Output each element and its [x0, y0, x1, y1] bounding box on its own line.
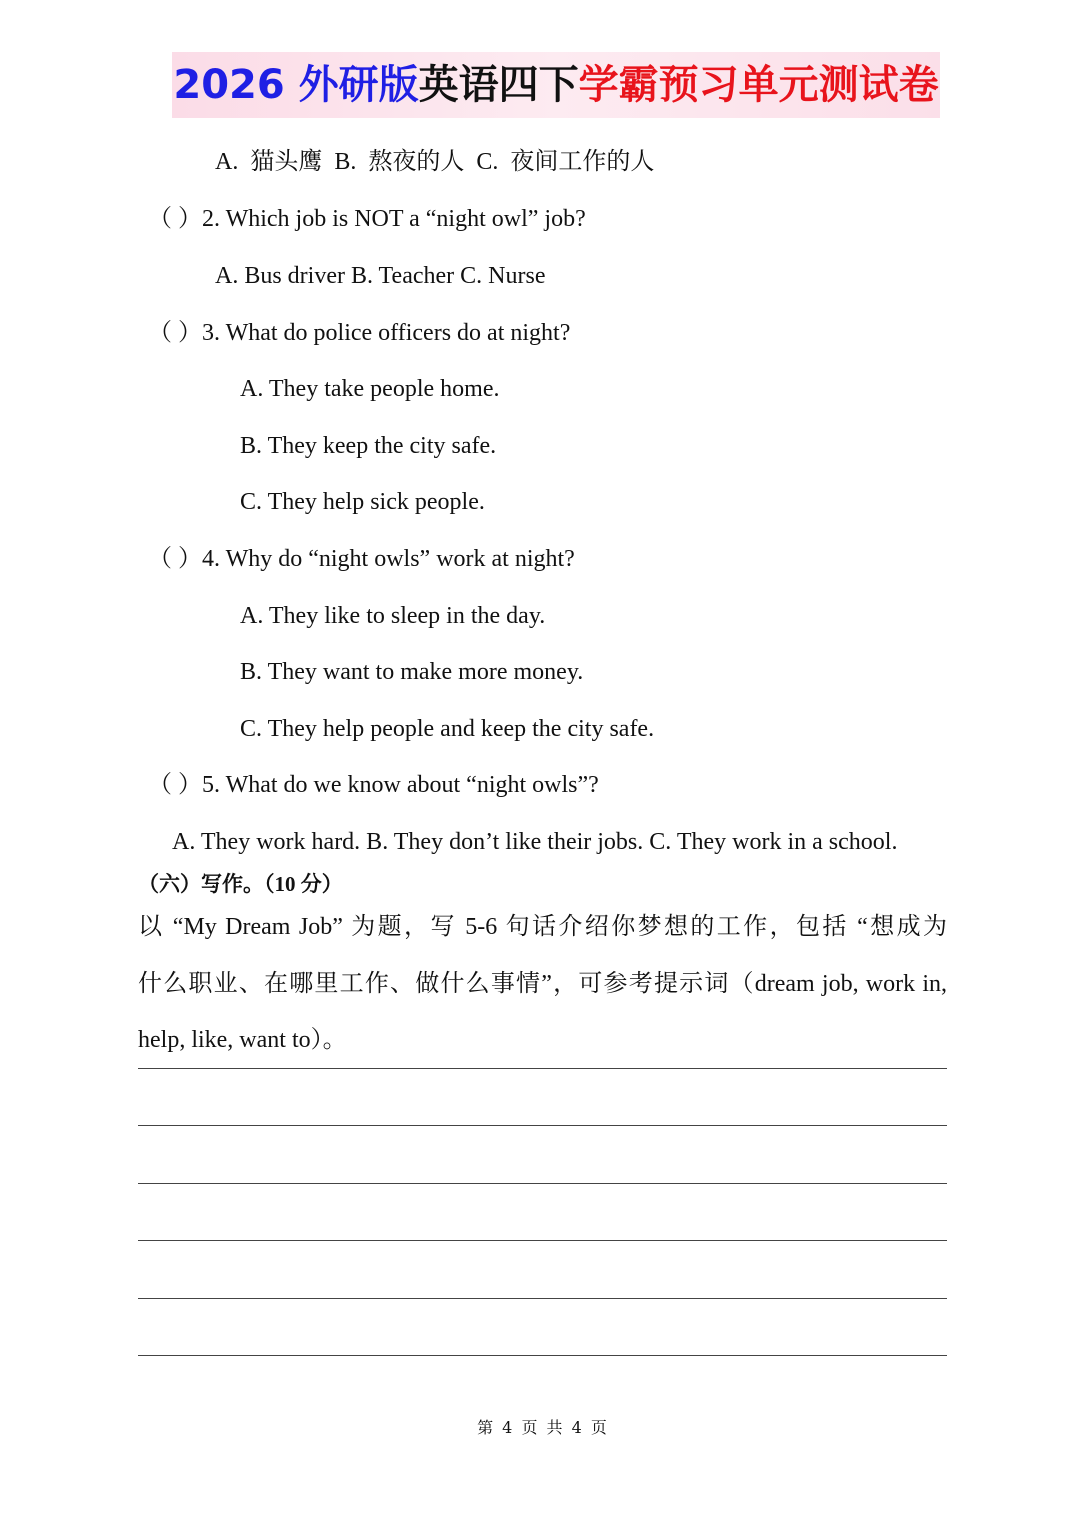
- question-4-option-b: B. They want to make more money.: [240, 659, 584, 685]
- writing-rule-line: [138, 1183, 947, 1184]
- header-banner: [172, 52, 940, 118]
- question-text: 4. Why do “night owls” work at night?: [202, 546, 575, 572]
- writing-prompt-line-3: help, like, want to）。: [138, 1027, 347, 1053]
- question-text: 3. What do police officers do at night?: [202, 320, 571, 346]
- writing-rule-line: [138, 1125, 947, 1126]
- question-3-option-a: A. They take people home.: [240, 376, 500, 402]
- title-blue-part: 2026 外研版: [173, 62, 419, 108]
- question-5-stem: [148, 769, 599, 801]
- question-1-options: A. 猫头鹰 B. 熬夜的人 C. 夜间工作的人: [215, 149, 655, 175]
- question-5-options: A. They work hard. B. They don’t like their jobs. C. They work in a school.: [172, 829, 898, 855]
- writing-prompt-line-2: 什么职业、在哪里工作、做什么事情”，可参考提示词（dream job, work in,: [138, 971, 947, 997]
- answer-blank: （ ）: [148, 206, 202, 232]
- writing-rule-line: [138, 1355, 947, 1356]
- title-red-part: 学霸预习单元测试卷: [578, 62, 939, 108]
- page-number-footer: 第 4 页 共 4 页: [477, 1418, 609, 1437]
- question-2-stem: [148, 203, 586, 235]
- question-2-options: A. Bus driver B. Teacher C. Nurse: [215, 263, 546, 289]
- writing-rule-line: [138, 1298, 947, 1299]
- writing-rule-line: [138, 1240, 947, 1241]
- question-4-option-c: C. They help people and keep the city safe.: [240, 716, 655, 742]
- answer-blank: （ ）: [148, 772, 202, 798]
- answer-blank: （ ）: [148, 320, 202, 346]
- question-3-option-c: C. They help sick people.: [240, 489, 485, 515]
- writing-section-heading: （六）写作。（10 分）: [138, 872, 343, 896]
- writing-rule-line: [138, 1068, 947, 1069]
- question-4-option-a: A. They like to sleep in the day.: [240, 603, 546, 629]
- page-title: [173, 61, 938, 109]
- question-text: 5. What do we know about “night owls”?: [202, 772, 599, 798]
- question-text: 2. Which job is NOT a “night owl” job?: [202, 206, 586, 232]
- title-black-part: 英语四下: [418, 62, 579, 108]
- question-4-stem: [148, 543, 575, 575]
- writing-prompt-line-1: 以 “My Dream Job” 为题，写 5-6 句话介绍你梦想的工作，包括 “想成为: [138, 914, 947, 940]
- question-3-stem: [148, 317, 570, 349]
- answer-blank: （ ）: [148, 546, 202, 572]
- question-3-option-b: B. They keep the city safe.: [240, 433, 497, 459]
